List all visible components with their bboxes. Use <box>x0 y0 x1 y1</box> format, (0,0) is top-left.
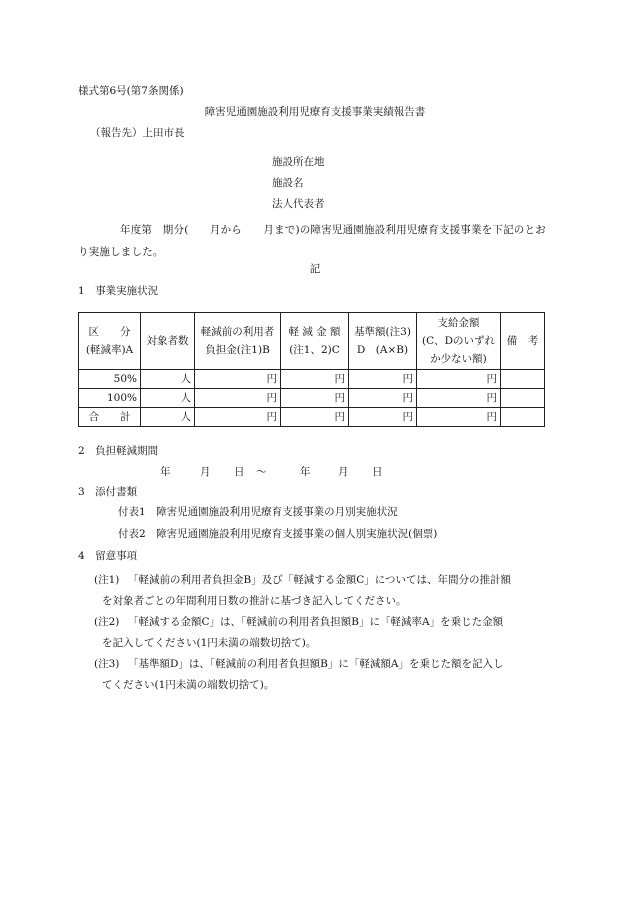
row-standard[interactable]: 円 <box>349 370 417 389</box>
row-reduction[interactable]: 円 <box>281 370 349 389</box>
section-4-heading: 4 留意事項 <box>78 550 138 562</box>
period-year-start: 年 <box>160 466 171 478</box>
note-3-text: 「基準額D」は、「軽減前の利用者負担額B」に「軽減額A」を乗じた額を記入し <box>128 658 504 670</box>
header-burden-line1: 軽減前の利用者 <box>200 326 275 338</box>
row-burden[interactable]: 円 <box>195 389 281 408</box>
note-2-label: (注2) <box>94 616 120 628</box>
period-day-start: 日 <box>234 466 245 478</box>
header-count: 対象者数 <box>141 313 195 370</box>
note-3-label: (注3) <box>94 658 120 670</box>
facility-location-label: 施設所在地 <box>272 156 325 168</box>
row-count[interactable]: 人 <box>141 408 195 427</box>
row-burden[interactable]: 円 <box>195 408 281 427</box>
row-reduction[interactable]: 円 <box>281 408 349 427</box>
implementation-table <box>78 312 545 427</box>
row-payment[interactable]: 円 <box>417 389 501 408</box>
note-1-label: (注1) <box>94 574 120 586</box>
form-number: 様式第6号(第7条関係) <box>78 85 184 97</box>
note-3-continuation: てください(1円未満の端数切捨て)。 <box>102 679 275 691</box>
note-1-text: 「軽減前の利用者負担金B」及び「軽減する金額C」については、年間分の推計額 <box>128 574 512 586</box>
header-standard-amount <box>349 313 417 370</box>
note-2-continuation: を記入してください(1円未満の端数切捨て)。 <box>102 637 317 649</box>
attachment-1: 付表1 障害児通園施設利用児療育支援事業の月別実施状況 <box>118 506 398 518</box>
note-1-continuation: を対象者ごとの年間利用日数の推計に基づき記入してください。 <box>102 595 407 607</box>
row-burden[interactable]: 円 <box>195 370 281 389</box>
header-remarks: 備 考 <box>501 313 545 370</box>
header-burden-line2: 負担金(注1)B <box>205 344 270 356</box>
note-3 <box>94 654 556 696</box>
table-row <box>79 389 545 408</box>
row-count[interactable]: 人 <box>141 389 195 408</box>
period-year-end: 年 <box>300 466 311 478</box>
header-burden-before <box>195 313 281 370</box>
header-payment-line2: (C、Dのいずれ <box>421 335 496 347</box>
table-row-total <box>79 408 545 427</box>
body-paragraph: 年度第 期分( 月から 月まで)の障害児通園施設利用児療育支援事業を下記のとおり実施しました。 <box>78 224 546 258</box>
header-reduction-line1: 軽 減 金 額 <box>288 326 341 338</box>
addressee: （報告先）上田市長 <box>90 127 185 139</box>
row-category: 50% <box>79 370 141 389</box>
table-header-row <box>79 313 545 370</box>
row-payment[interactable]: 円 <box>417 370 501 389</box>
header-payment-line1: 支給金額 <box>437 317 480 329</box>
note-2 <box>94 612 556 654</box>
header-standard-line2: D (A×B) <box>356 344 409 356</box>
row-payment[interactable]: 円 <box>417 408 501 427</box>
row-category-total: 合 計 <box>79 408 141 427</box>
header-standard-line1: 基準額(注3) <box>354 326 411 338</box>
header-reduction-line2: (注1、2)C <box>289 344 340 356</box>
document-title: 障害児通園施設利用児療育支援事業実績報告書 <box>204 106 426 118</box>
ki-heading: 記 <box>309 263 321 275</box>
row-standard[interactable]: 円 <box>349 408 417 427</box>
header-payment-line3: か少ない額) <box>430 353 487 365</box>
representative-label: 法人代表者 <box>272 198 325 210</box>
row-remarks[interactable] <box>501 370 545 389</box>
section-3-heading: 3 添付書類 <box>78 486 138 498</box>
row-count[interactable]: 人 <box>141 370 195 389</box>
row-reduction[interactable]: 円 <box>281 389 349 408</box>
header-category <box>79 313 141 370</box>
header-reduction-amount <box>281 313 349 370</box>
section-2-heading: 2 負担軽減期間 <box>78 445 159 457</box>
header-category-line1: 区 分 <box>88 326 131 338</box>
header-payment-amount <box>417 313 501 370</box>
period-tilde: 〜 <box>256 466 267 478</box>
section-1-heading: 1 事業実施状況 <box>78 285 159 297</box>
row-category: 100% <box>79 389 141 408</box>
note-1 <box>94 570 556 612</box>
note-2-text: 「軽減する金額C」は、「軽減前の利用者負担額B」に「軽減率A」を乗じた金額 <box>128 616 504 628</box>
row-remarks[interactable] <box>501 389 545 408</box>
period-day-end: 日 <box>372 466 383 478</box>
attachment-2: 付表2 障害児通園施設利用児療育支援事業の個人別実施状況(個票) <box>118 528 438 540</box>
table-row <box>79 370 545 389</box>
row-standard[interactable]: 円 <box>349 389 417 408</box>
reduction-period <box>160 466 392 479</box>
header-category-line2: (軽減率)A <box>85 344 134 356</box>
row-remarks[interactable] <box>501 408 545 427</box>
period-month-start: 月 <box>200 466 211 478</box>
period-month-end: 月 <box>338 466 349 478</box>
facility-name-label: 施設名 <box>272 177 304 189</box>
